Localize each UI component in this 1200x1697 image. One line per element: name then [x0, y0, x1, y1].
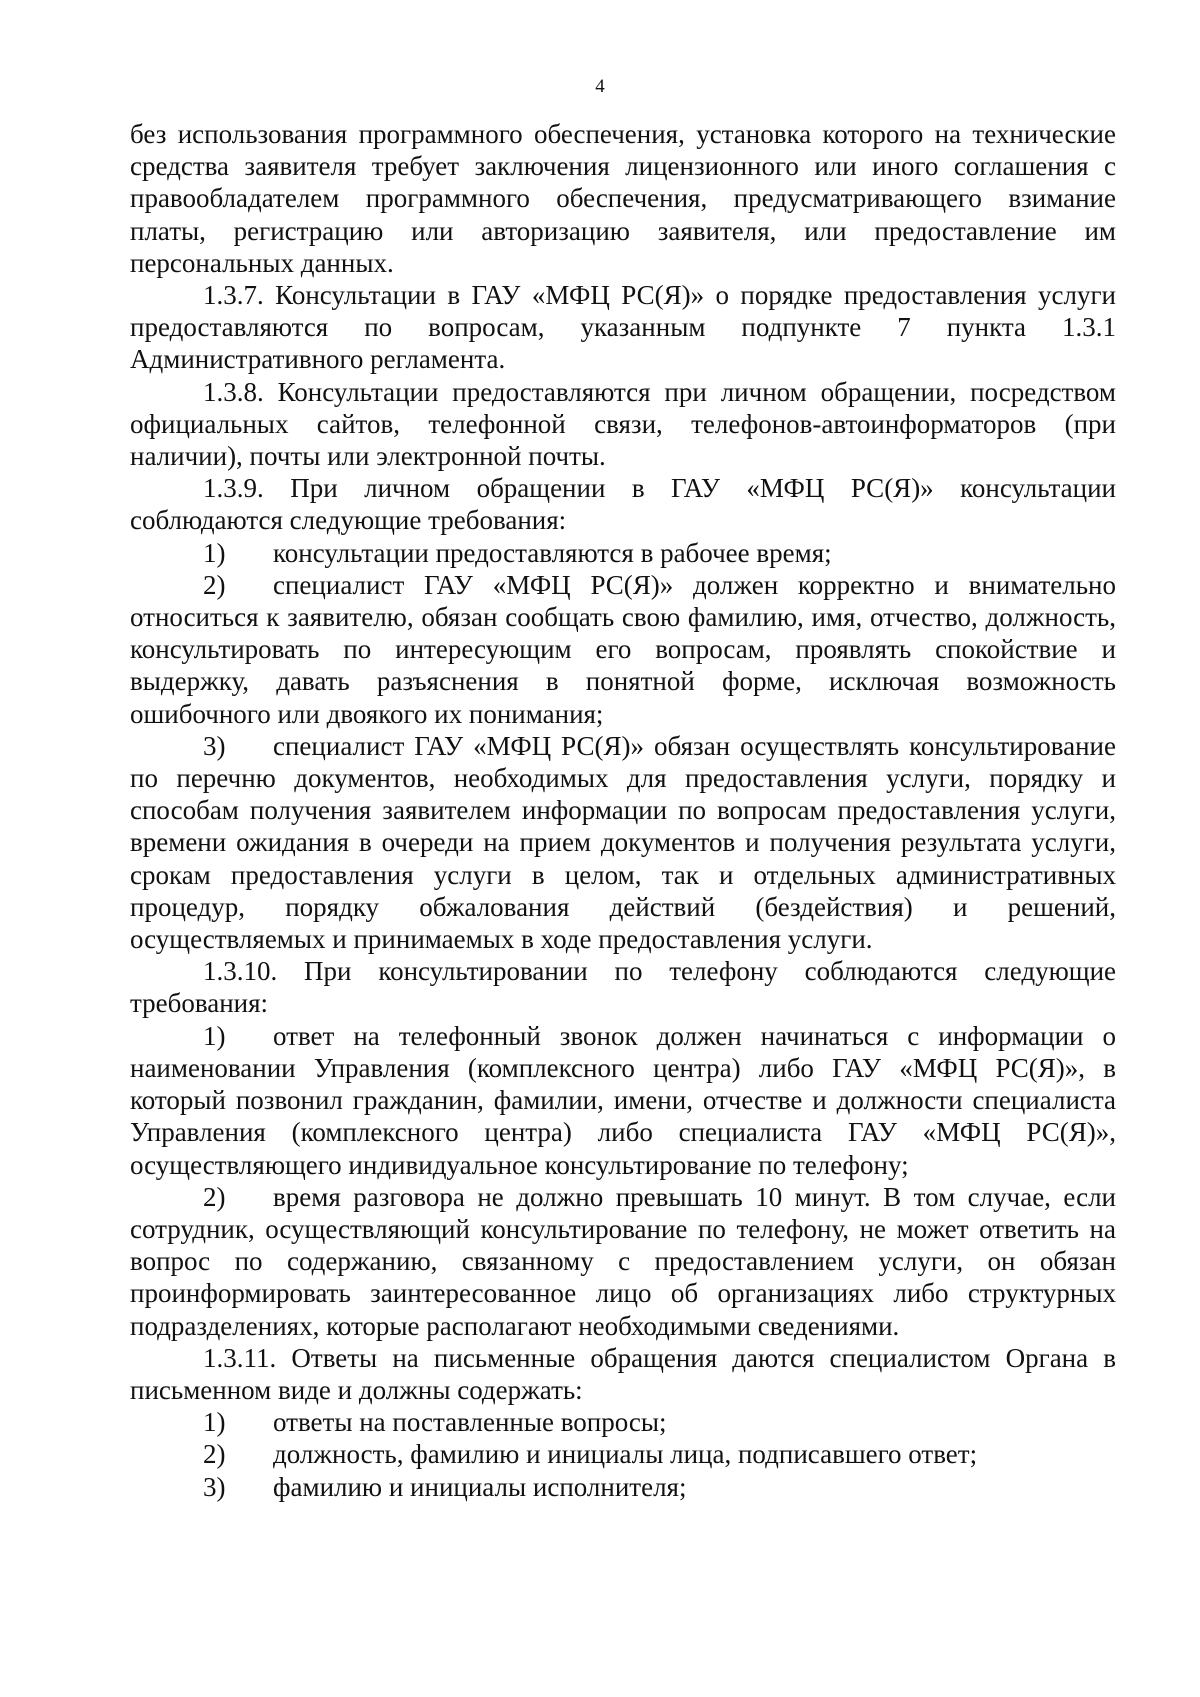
list-item-number: 2) [203, 1181, 226, 1212]
list-item-text: консультации предоставляются в рабочее время; [273, 537, 832, 568]
paragraph-continuation: без использования программного обеспечения, установка которого на технические средства заявителя требует заключения лицензионного или иного соглашения с правообладателем программного обеспечения, предусматривающего взимание платы, регистрацию или авторизацию заявителя, или предоставление им персональных данных. [130, 119, 1116, 278]
list-item-text: фамилию и инициалы исполнителя; [273, 1471, 687, 1502]
list-item-number: 1) [203, 1407, 226, 1438]
list-item-text: должность, фамилию и инициалы лица, подписавшего ответ; [273, 1439, 978, 1470]
list-item [130, 1406, 1116, 1438]
paragraph-1-3-8: 1.3.8. Консультации предоставляются при личном обращении, посредством официальных сайтов, телефонной связи, телефонов-автоинформаторов (при наличии), почты или электронной почты. [130, 376, 1116, 472]
list-item-number: 3) [203, 1471, 226, 1502]
list-item-number: 1) [203, 1020, 226, 1051]
list-item-text: специалист ГАУ «МФЦ РС(Я)» должен корректно и внимательно относиться к заявителю, обязан сообщать свою фамилию, имя, отчество, должность, консультировать по интересующим его вопросам, проявлять спокойствие и выдержку, давать разъяснения в понятной форме, исключая возможность ошибочного или двоякого их понимания; [130, 569, 1116, 729]
list-item-text: время разговора не должно превышать 10 минут. В том случае, если сотрудник, осуществляющий консультирование по телефону, не может ответить на вопрос по содержанию, связанному с предоставлением услуги, он обязан проинформировать заинтересованное лицо об организациях либо структурных подразделениях, которые располагают необходимыми сведениями. [130, 1181, 1116, 1341]
list-item [130, 730, 1116, 955]
list-item-text: специалист ГАУ «МФЦ РС(Я)» обязан осуществлять консультирование по перечню документов, необходимых для предоставления услуги, порядку и способам получения заявителем информации по вопросам предоставления услуги, времени ожидания в очереди на прием документов и получения результата услуги, срокам предоставления услуги в целом, так и отдельных административных процедур, порядку обжалования действий (бездействия) и решений, осуществляемых и принимаемых в ходе предоставления услуги. [130, 730, 1116, 955]
document-body [130, 118, 1116, 1503]
list-item-number: 3) [203, 730, 226, 761]
list-item [130, 1438, 1116, 1470]
list-item [130, 569, 1116, 730]
list-item-number: 2) [203, 1439, 226, 1470]
list-item [130, 1020, 1116, 1181]
paragraph-1-3-11: 1.3.11. Ответы на письменные обращения даются специалистом Органа в письменном виде и должны содержать: [130, 1342, 1116, 1405]
list-item [130, 1471, 1116, 1503]
list-item-number: 1) [203, 537, 226, 568]
paragraph-1-3-7: 1.3.7. Консультации в ГАУ «МФЦ РС(Я)» о порядке предоставления услуги предоставляются по вопросам, указанным подпункте 7 пункта 1.3.1 Административного регламента. [130, 280, 1116, 375]
paragraph-1-3-10: 1.3.10. При консультировании по телефону соблюдаются следующие требования: [130, 956, 1116, 1019]
list-item [130, 537, 1116, 569]
list-item-text: ответы на поставленные вопросы; [273, 1407, 667, 1438]
list-item-number: 2) [203, 569, 226, 600]
list-item-text: ответ на телефонный звонок должен начинаться с информации о наименовании Управления (комплексного центра) либо ГАУ «МФЦ РС(Я)», в который позвонил гражданин, фамилии, имени, отчестве и должности специалиста Управления (комплексного центра) либо специалиста ГАУ «МФЦ РС(Я)», осуществляющего индивидуальное консультирование по телефону; [130, 1020, 1116, 1180]
page-number: 4 [595, 76, 605, 97]
list-item [130, 1181, 1116, 1342]
paragraph-1-3-9: 1.3.9. При личном обращении в ГАУ «МФЦ РС(Я)» консультации соблюдаются следующие требования: [130, 473, 1116, 536]
